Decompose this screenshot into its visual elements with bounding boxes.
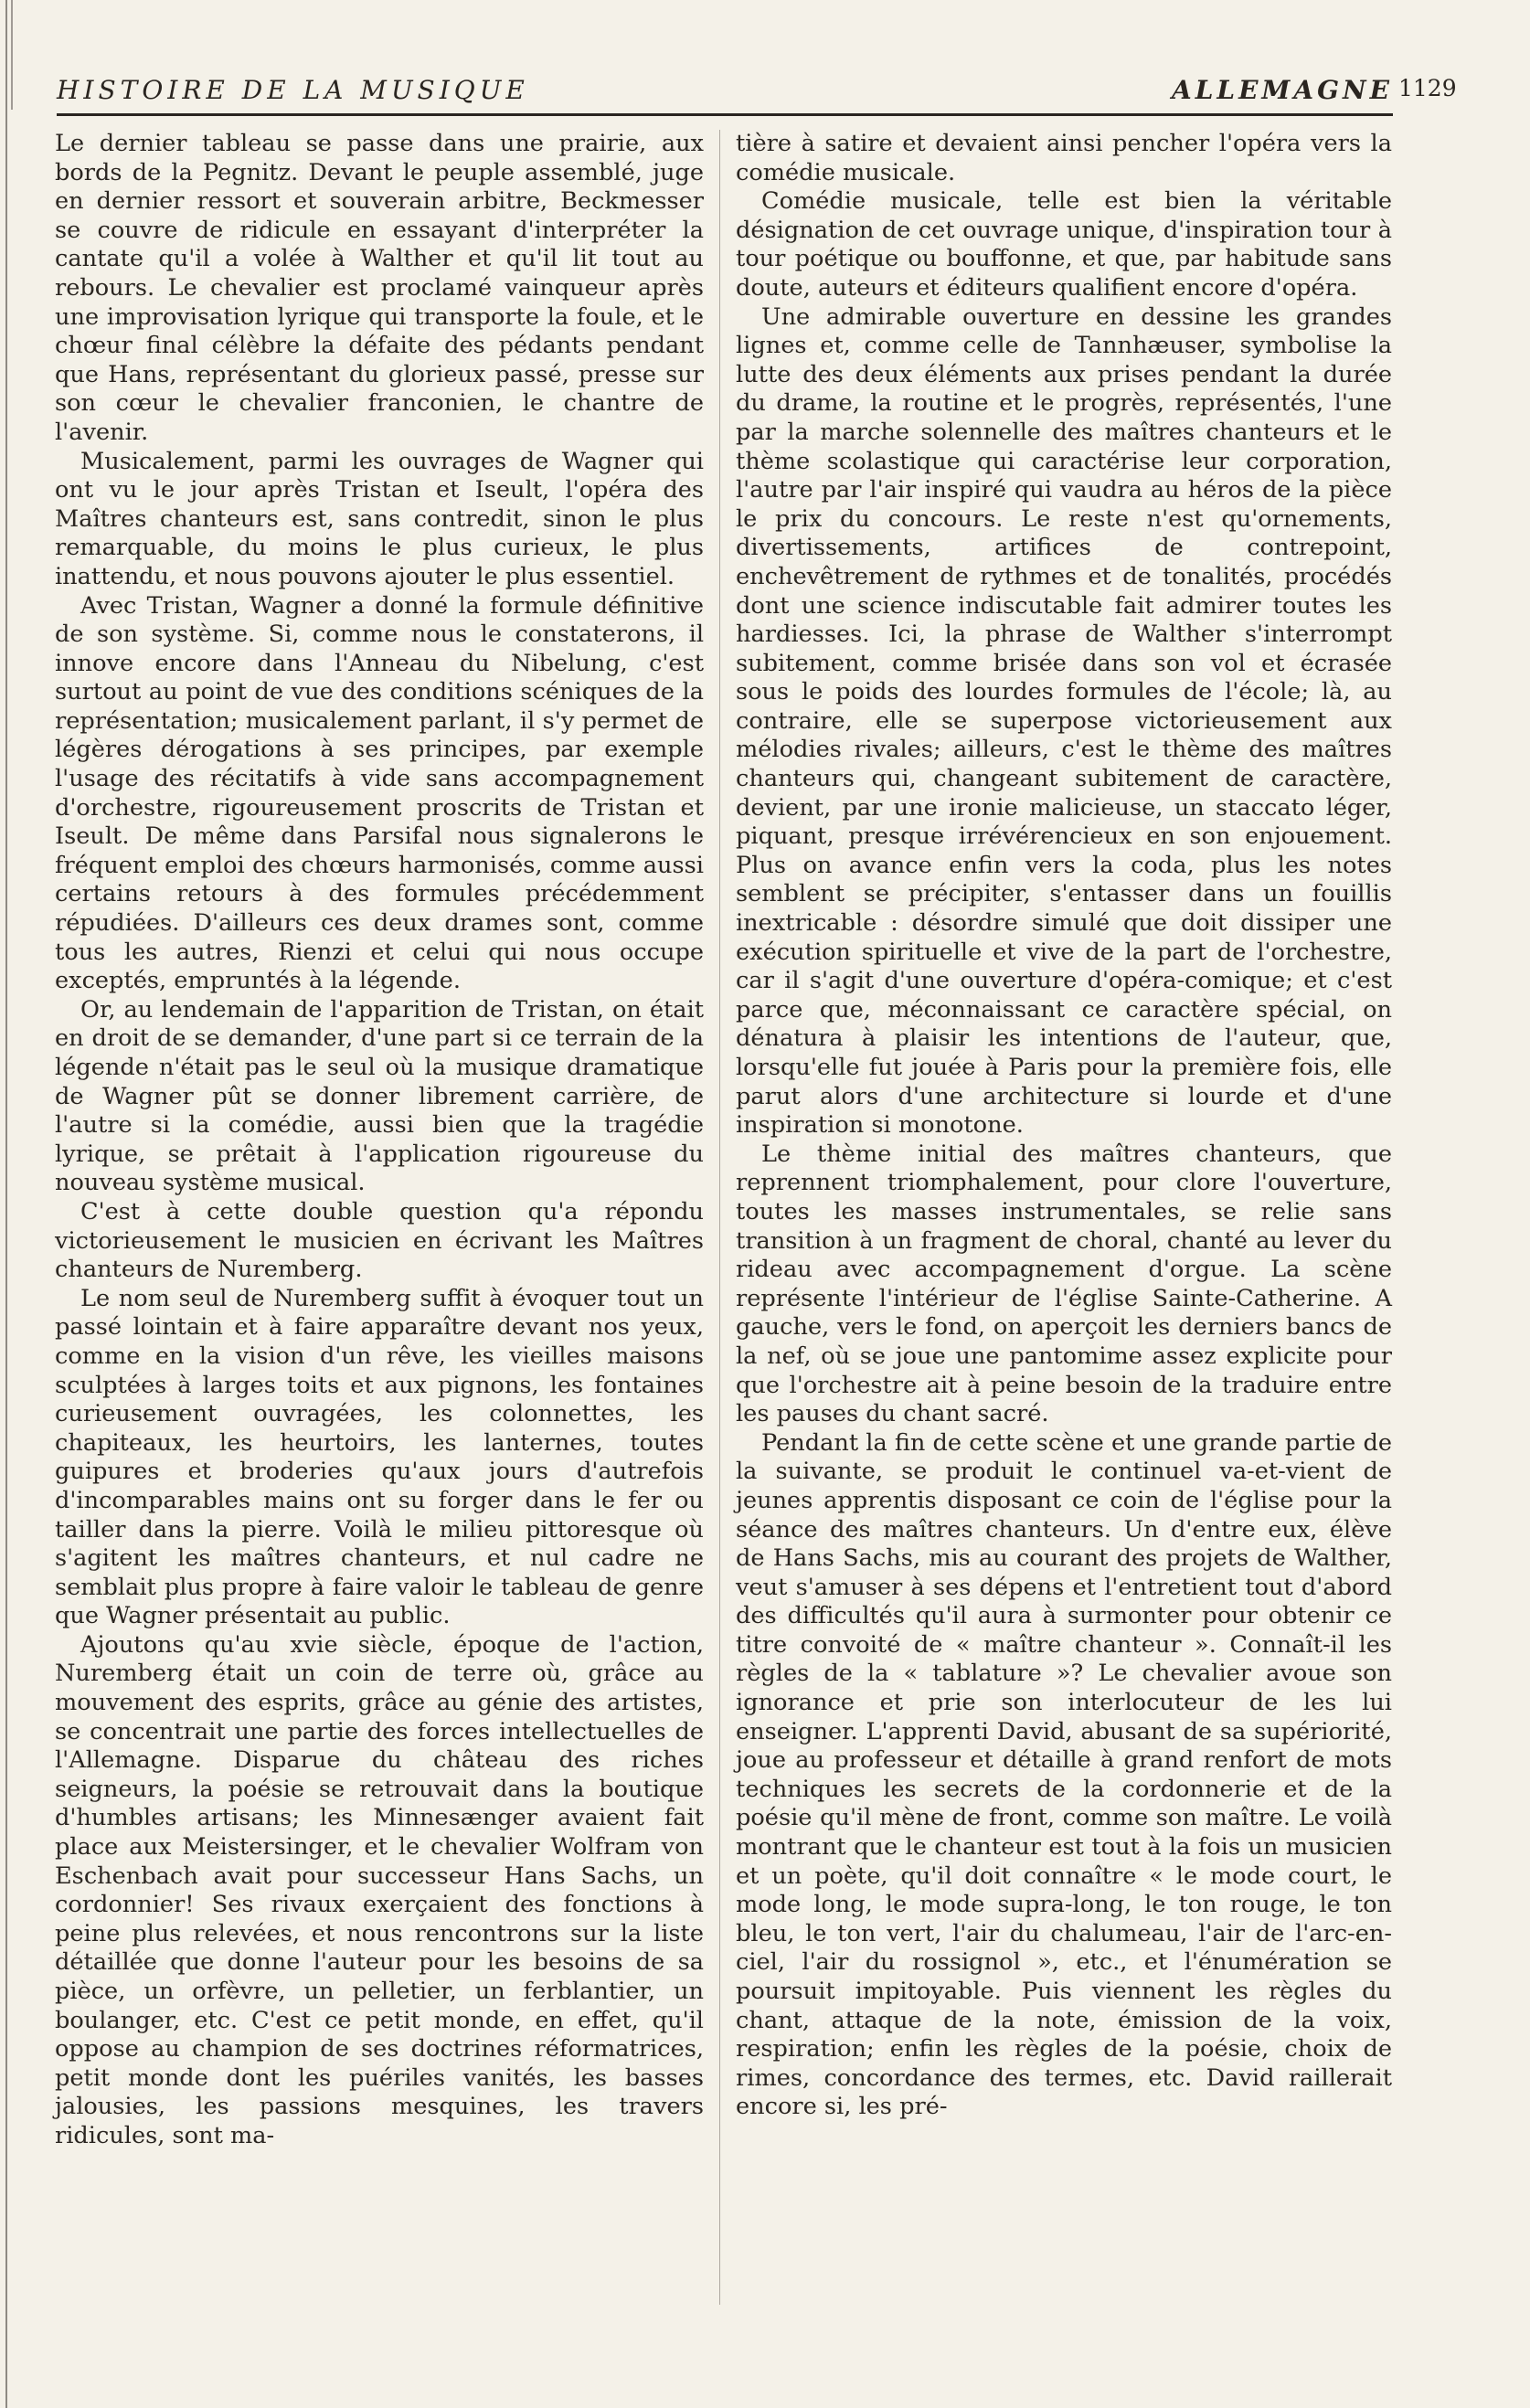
paragraph: C'est à cette double question qu'a répondu victorieusement le musicien en écrivant les Maîtres chanteurs de Nuremberg. (55, 1197, 704, 1284)
paragraph: Ajoutons qu'au xvie siècle, époque de l'action, Nuremberg était un coin de terre où, grâce au mouvement des esprits, grâce au génie des artistes, se concentrait une partie des forces intellectuelles de l'Allemagne. Disparue du château des riches seigneurs, la poésie se retrouvait dans la boutique d'humbles artisans; les Minnesænger avaient fait place aux Meistersinger, et le chevalier Wolfram von Eschenbach avait pour successeur Hans Sachs, un cordonnier! Ses rivaux exerçaient des fonctions à peine plus relevées, et nous rencontrons sur la liste détaillée que donne l'auteur pour les besoins de sa pièce, un orfèvre, un pelletier, un ferblantier, un boulanger, etc. C'est ce petit monde, en effet, qu'il oppose au champion de ses doctrines réformatrices, petit monde dont les puériles vanités, les basses jalousies, les passions mesquines, les travers ridicules, sont ma- (55, 1630, 704, 2149)
right-column (736, 130, 1392, 2122)
binding-edge-line (5, 0, 7, 2408)
binding-edge-line-short (11, 0, 13, 110)
header-chapter-title: ALLEMAGNE (1171, 75, 1393, 105)
column-divider (719, 130, 720, 2305)
paragraph: Le thème initial des maîtres chanteurs, que reprennent triomphalement, pour clore l'ouverture, toutes les masses instrumentales, se relie sans transition à un fragment de choral, chanté au lever du rideau avec accompagnement d'orgue. La scène représente l'intérieur de l'église Sainte-Catherine. A gauche, vers le fond, on aperçoit les derniers bancs de la nef, où se joue une pantomime assez explicite pour que l'orchestre ait à peine besoin de la traduire entre les pauses du chant sacré. (736, 1140, 1392, 1428)
paragraph: Le nom seul de Nuremberg suffit à évoquer tout un passé lointain et à faire apparaître devant nos yeux, comme en la vision d'un rêve, les vieilles maisons sculptées à larges toits et aux pignons, les fontaines curieusement ouvragées, les colonnettes, les chapiteaux, les heurtoirs, les lanternes, toutes guipures et broderies qu'aux jours d'autrefois d'incomparables mains ont su forger dans le fer ou tailler dans la pierre. Voilà le milieu pittoresque où s'agitent les maîtres chanteurs, et nul cadre ne semblait plus propre à faire valoir le tableau de genre que Wagner présentait au public. (55, 1284, 704, 1630)
running-header (57, 75, 1393, 116)
paragraph: Or, au lendemain de l'apparition de Tristan, on était en droit de se demander, d'une part si ce terrain de la légende n'était pas le seul où la musique dramatique de Wagner pût se donner librement carrière, de l'autre si la comédie, aussi bien que la tragédie lyrique, se prêtait à l'application rigoureuse du nouveau système musical. (55, 995, 704, 1197)
paragraph: Le dernier tableau se passe dans une prairie, aux bords de la Pegnitz. Devant le peuple assemblé, juge en dernier ressort et souverain arbitre, Beckmesser se couvre de ridicule en essayant d'interpréter la cantate qu'il a volée à Walther et qu'il lit tout au rebours. Le chevalier est proclamé vainqueur après une improvisation lyrique qui transporte la foule, et le chœur final célèbre la défaite des pédants pendant que Hans, représentant du glorieux passé, presse sur son cœur le chevalier franconien, le chantre de l'avenir. (55, 130, 704, 446)
paragraph: tière à satire et devaient ainsi pencher l'opéra vers la comédie musicale. (736, 130, 1392, 186)
header-book-title: HISTOIRE DE LA MUSIQUE (57, 75, 529, 105)
paragraph: Avec Tristan, Wagner a donné la formule définitive de son système. Si, comme nous le constaterons, il innove encore dans l'Anneau du Nibelung, c'est surtout au point de vue des conditions scéniques de la représentation; musicalement parlant, il s'y permet de légères dérogations à ses principes, par exemple l'usage des récitatifs à vide sans accompagnement d'orchestre, rigoureusement proscrits de Tristan et Iseult. De même dans Parsifal nous signalerons le fréquent emploi des chœurs harmonisés, comme aussi certains retours à des formules précédemment répudiées. D'ailleurs ces deux drames sont, comme tous les autres, Rienzi et celui qui nous occupe exceptés, empruntés à la légende. (55, 591, 704, 995)
paragraph: Musicalement, parmi les ouvrages de Wagner qui ont vu le jour après Tristan et Iseult, l'opéra des Maîtres chanteurs est, sans contredit, sinon le plus remarquable, du moins le plus curieux, le plus inattendu, et nous pouvons ajouter le plus essentiel. (55, 447, 704, 590)
paragraph: Pendant la fin de cette scène et une grande partie de la suivante, se produit le continuel va-et-vient de jeunes apprentis disposant ce coin de l'église pour la séance des maîtres chanteurs. Un d'entre eux, élève de Hans Sachs, mis au courant des projets de Walther, veut s'amuser à ses dépens et l'entretient tout d'abord des difficultés qu'il aura à surmonter pour obtenir ce titre convoité de « maître chanteur ». Connaît-il les règles de la « tablature »? Le chevalier avoue son ignorance et prie son interlocuteur de les lui enseigner. L'apprenti David, abusant de sa supériorité, joue au professeur et détaille à grand renfort de mots techniques les secrets de la cordonnerie et de la poésie qu'il mène de front, comme son maître. Le voilà montrant que le chanteur est tout à la fois un musicien et un poète, qu'il doit connaître « le mode court, le mode long, le mode supra-long, le ton rouge, le ton bleu, le ton vert, l'air du chalumeau, l'air de l'arc-en-ciel, l'air du rossignol », etc., et l'énumération se poursuit impitoyable. Puis viennent les règles du chant, attaque de la note, émission de la voix, respiration; enfin les règles de la poésie, choix de rimes, concordance des termes, etc. David raillerait encore si, les pré- (736, 1428, 1392, 2121)
paragraph: Comédie musicale, telle est bien la véritable désignation de cet ouvrage unique, d'inspiration tour à tour poétique ou bouffonne, et que, par habitude sans doute, auteurs et éditeurs qualifient encore d'opéra. (736, 187, 1392, 302)
page-number: 1129 (1398, 75, 1457, 101)
paragraph: Une admirable ouverture en dessine les grandes lignes et, comme celle de Tannhæuser, symbolise la lutte des deux éléments aux prises pendant la durée du drame, la routine et le progrès, représentés, l'une par la marche solennelle des maîtres chanteurs et le thème scolastique qui caractérise leur corporation, l'autre par l'air inspiré qui vaudra au héros de la pièce le prix du concours. Le reste n'est qu'ornements, divertissements, artifices de contrepoint, enchevêtrement de rythmes et de tonalités, procédés dont une science indiscutable fait admirer toutes les hardiesses. Ici, la phrase de Walther s'interrompt subitement, comme brisée dans son vol et écrasée sous le poids des lourdes formules de l'école; là, au contraire, elle se superpose victorieusement aux mélodies rivales; ailleurs, c'est le thème des maîtres chanteurs qui, changeant subitement de caractère, devient, par une ironie malicieuse, un staccato léger, piquant, presque irrévérencieux en son enjouement. Plus on avance enfin vers la coda, plus les notes semblent se précipiter, s'entasser dans un fouillis inextricable : désordre simulé que doit dissiper une exécution spirituelle et vive de la part de l'orchestre, car il s'agit d'une ouverture d'opéra-comique; et c'est parce que, méconnaissant ce caractère spécial, on dénatura à plaisir les intentions de l'auteur, que, lorsqu'elle fut jouée à Paris pour la première fois, elle parut alors d'une architecture si lourde et d'une inspiration si monotone. (736, 302, 1392, 1140)
left-column (55, 130, 704, 2151)
